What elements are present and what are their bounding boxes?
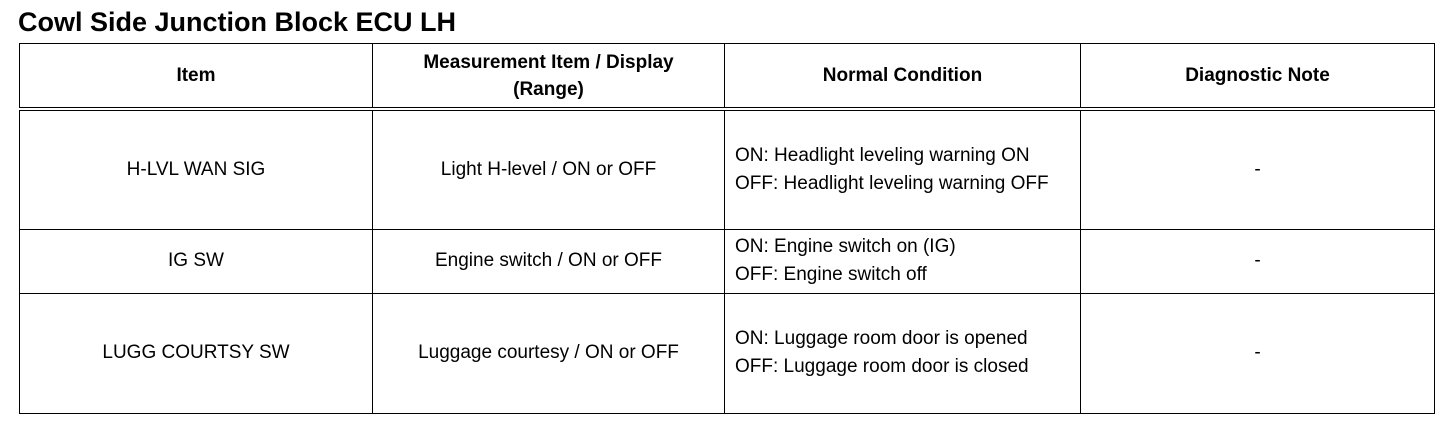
cell-note: - bbox=[1081, 229, 1435, 293]
condition-off: OFF: Headlight leveling warning OFF bbox=[735, 172, 1049, 194]
table-row bbox=[20, 293, 1435, 413]
table-body bbox=[20, 109, 1435, 413]
cell-measurement: Luggage courtesy / ON or OFF bbox=[373, 293, 725, 413]
cell-note: - bbox=[1081, 293, 1435, 413]
cell-item: IG SW bbox=[20, 229, 373, 293]
table-row bbox=[20, 109, 1435, 229]
cell-condition bbox=[725, 293, 1081, 413]
cell-condition bbox=[725, 109, 1081, 229]
data-table bbox=[19, 43, 1435, 414]
header-measurement: Measurement Item / Display (Range) bbox=[373, 44, 725, 110]
cell-note: - bbox=[1081, 109, 1435, 229]
condition-on: ON: Engine switch on (IG) bbox=[735, 236, 956, 257]
cell-item: H-LVL WAN SIG bbox=[20, 109, 373, 229]
condition-off: OFF: Engine switch off bbox=[735, 264, 927, 285]
header-item: Item bbox=[20, 44, 373, 110]
condition-off: OFF: Luggage room door is closed bbox=[735, 356, 1029, 377]
condition-on: ON: Headlight leveling warning ON bbox=[735, 144, 1030, 166]
header-diagnostic-note: Diagnostic Note bbox=[1081, 44, 1435, 110]
header-normal-condition: Normal Condition bbox=[725, 44, 1081, 110]
page-title: Cowl Side Junction Block ECU LH bbox=[18, 7, 457, 37]
cell-item: LUGG COURTSY SW bbox=[20, 293, 373, 413]
cell-condition bbox=[725, 229, 1081, 293]
cell-measurement: Light H-level / ON or OFF bbox=[373, 109, 725, 229]
condition-on: ON: Luggage room door is opened bbox=[735, 328, 1028, 349]
table-header bbox=[20, 44, 1435, 110]
header-row bbox=[20, 44, 1435, 110]
cell-measurement: Engine switch / ON or OFF bbox=[373, 229, 725, 293]
table-row bbox=[20, 229, 1435, 293]
